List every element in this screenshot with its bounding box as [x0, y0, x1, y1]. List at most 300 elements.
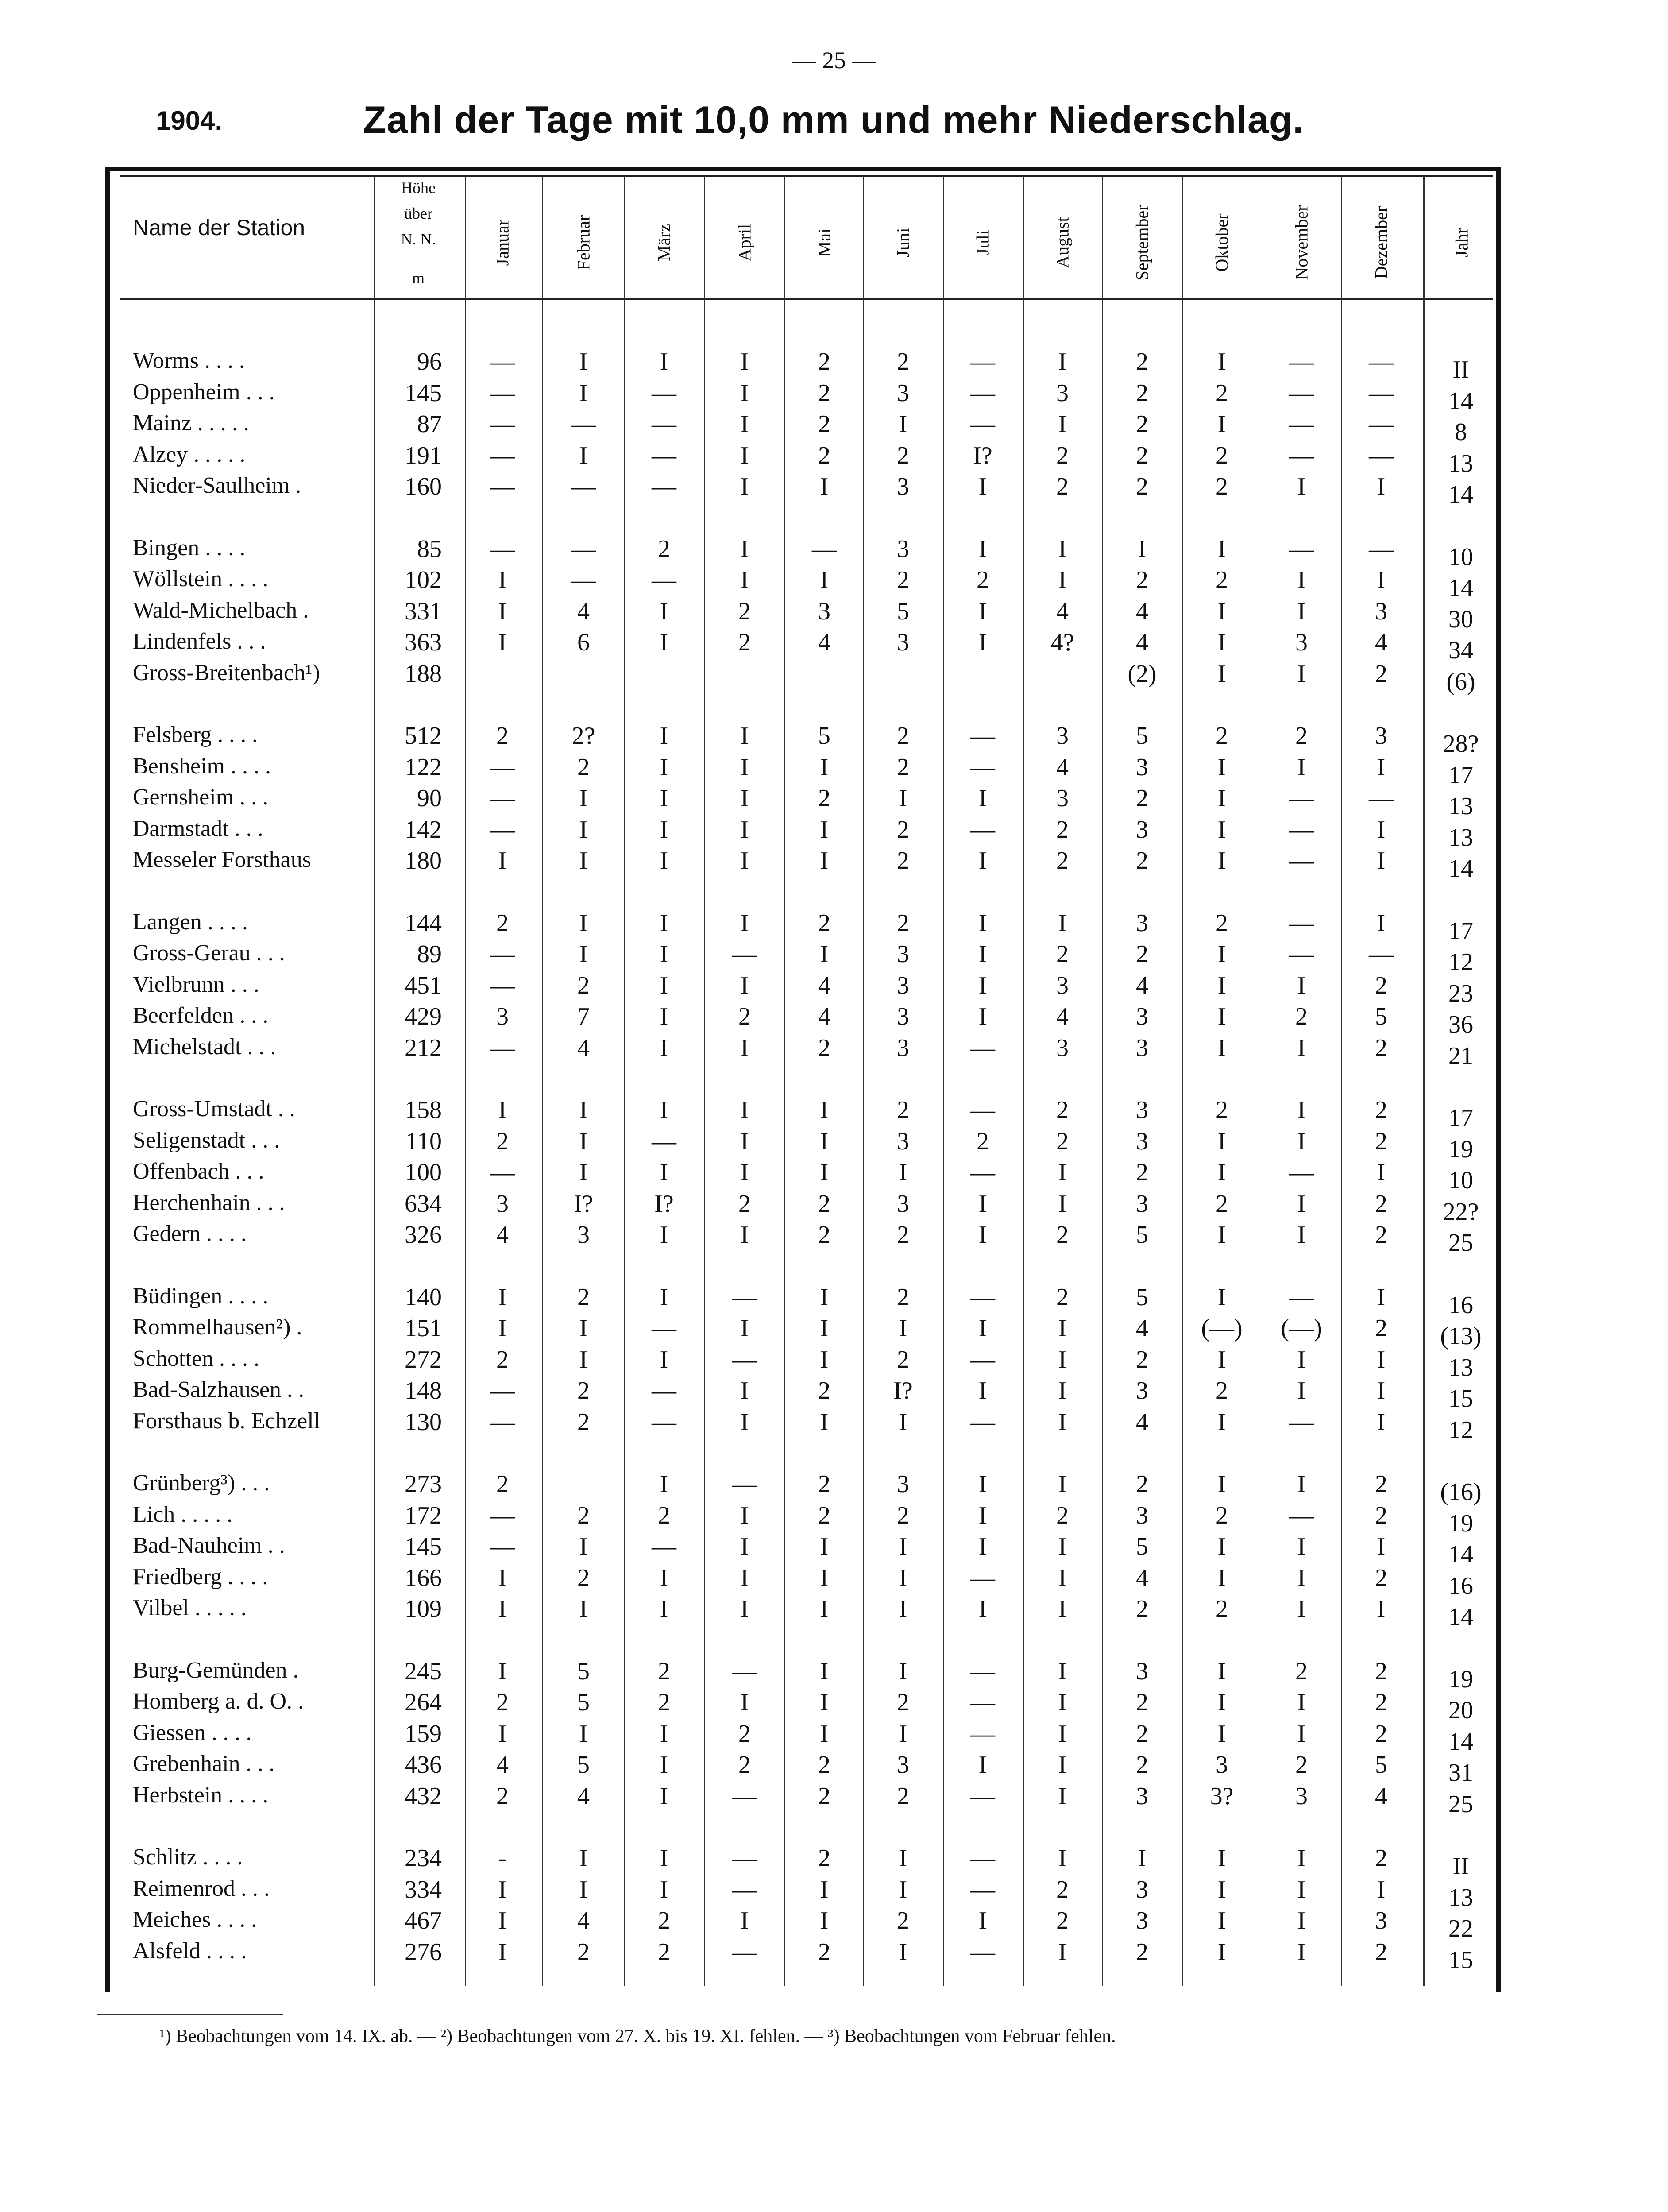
month-value: I [1297, 1595, 1306, 1623]
month-value: I [740, 753, 749, 781]
month-value: 3 [1136, 1096, 1148, 1124]
month-value: I [740, 1501, 749, 1529]
month-value: I [740, 1315, 749, 1342]
month-value: I [579, 1315, 588, 1342]
month-value: I [899, 1564, 907, 1592]
month-value: 3 [496, 1003, 509, 1030]
month-value: I [820, 1408, 829, 1436]
station-height: 363 [405, 629, 442, 656]
month-value: 2 [818, 1221, 830, 1249]
month-value: 3 [897, 971, 909, 999]
month-value: 3 [897, 379, 909, 407]
station-height: 429 [405, 1003, 442, 1030]
year-total: 25 [1448, 1229, 1473, 1257]
month-value: I [498, 1938, 507, 1966]
header-height-line: N. N. [401, 230, 436, 248]
month-value: — [1369, 348, 1394, 375]
month-value: I [1217, 1845, 1226, 1872]
month-value: — [970, 1346, 995, 1373]
month-value: 3 [818, 597, 830, 625]
month-value: 2 [1216, 1377, 1228, 1404]
year-total: 19 [1448, 1509, 1473, 1537]
month-value: I [498, 1720, 507, 1748]
station-name: Forsthaus b. Echzell [133, 1408, 320, 1434]
month-value: 3 [577, 1221, 590, 1249]
month-value: 2 [496, 1346, 509, 1373]
month-value: I [740, 1221, 749, 1249]
station-height: 166 [405, 1564, 442, 1592]
column-rule [542, 175, 543, 1986]
month-value: I [1217, 1938, 1226, 1966]
station-name: Homberg a. d. O. . [133, 1689, 304, 1714]
month-value: I [1058, 1533, 1067, 1560]
month-value: — [1369, 441, 1394, 469]
month-value: — [732, 1283, 757, 1311]
header-month: Oktober [1212, 213, 1232, 272]
month-value: 2 [658, 1501, 670, 1529]
year-total: 21 [1448, 1042, 1473, 1070]
month-value: — [1289, 348, 1314, 375]
month-value: I [1297, 971, 1306, 999]
month-value: — [812, 535, 837, 563]
month-value: — [970, 1159, 995, 1186]
station-height: 142 [405, 816, 442, 843]
month-value: — [652, 410, 676, 438]
month-value: — [1289, 379, 1314, 407]
month-value: I [1217, 1127, 1226, 1155]
month-value: I [1058, 1782, 1067, 1810]
month-value: I [978, 1501, 987, 1529]
month-value: I [1297, 1096, 1306, 1124]
month-value: I [740, 410, 749, 438]
station-name: Gross-Umstadt . . [133, 1096, 295, 1121]
month-value: 2 [1216, 566, 1228, 594]
year-total: 14 [1448, 387, 1473, 415]
month-value: - [498, 1845, 507, 1872]
month-value: — [732, 940, 757, 968]
year-total: 28? [1443, 730, 1479, 758]
month-value: 5 [1136, 1283, 1148, 1311]
month-value: 3 [897, 1034, 909, 1062]
month-value: 4 [577, 1782, 590, 1810]
month-value: — [652, 1377, 676, 1404]
month-value: I [1297, 660, 1306, 688]
month-value: 3 [1136, 1657, 1148, 1685]
month-value: I [740, 1127, 749, 1155]
month-value: I [1297, 1221, 1306, 1249]
year-total: (16) [1440, 1478, 1482, 1506]
month-value: I [660, 1221, 668, 1249]
month-value: I [1217, 1283, 1226, 1311]
month-value: I [1058, 535, 1067, 563]
month-value: 2 [658, 1907, 670, 1934]
station-height: 512 [405, 722, 442, 750]
month-value: 2 [577, 753, 590, 781]
month-value: I [1217, 1657, 1226, 1685]
year-total: 10 [1448, 543, 1473, 571]
month-value: 2 [1375, 971, 1387, 999]
station-height: 109 [405, 1595, 442, 1623]
month-value: I [660, 629, 668, 656]
header-month: April [734, 224, 755, 262]
month-value: 2 [1056, 1907, 1069, 1934]
month-value: — [490, 940, 515, 968]
month-value: I [1297, 1190, 1306, 1218]
month-value: 2 [818, 1501, 830, 1529]
station-height: 140 [405, 1283, 442, 1311]
month-value: I [978, 1470, 987, 1498]
station-height: 451 [405, 971, 442, 999]
month-value: 3 [897, 629, 909, 656]
station-name: Rommelhausen²) . [133, 1315, 302, 1340]
month-value: — [970, 1034, 995, 1062]
month-value: I [978, 1533, 987, 1560]
column-rule [784, 175, 785, 1986]
month-value: 3 [1056, 379, 1069, 407]
month-value: I [978, 597, 987, 625]
month-value: — [490, 1501, 515, 1529]
station-height: 96 [417, 348, 442, 375]
year-total: 20 [1448, 1697, 1473, 1724]
month-value: 2 [496, 1782, 509, 1810]
month-value: 2 [738, 629, 751, 656]
month-value: — [652, 1533, 676, 1560]
station-height: 100 [405, 1159, 442, 1186]
month-value: — [490, 816, 515, 843]
month-value: — [732, 1876, 757, 1903]
year-total: 19 [1448, 1665, 1473, 1693]
month-value: — [970, 1782, 995, 1810]
month-value: 3 [1136, 1377, 1148, 1404]
month-value: 3 [1136, 1876, 1148, 1903]
month-value: 2 [577, 1283, 590, 1311]
month-value: I [1217, 597, 1226, 625]
station-name: Felsberg . . . . [133, 722, 258, 747]
month-value: I [1377, 1377, 1386, 1404]
month-value: 2 [1216, 1096, 1228, 1124]
station-height: 334 [405, 1876, 442, 1903]
month-value: 2 [496, 909, 509, 937]
month-value: — [490, 1533, 515, 1560]
month-value: 2 [1375, 1501, 1387, 1529]
month-value: (2) [1127, 660, 1157, 688]
month-value: I [1377, 566, 1386, 594]
month-value: I [740, 1159, 749, 1186]
month-value: 2 [818, 1034, 830, 1062]
month-value: I [498, 847, 507, 874]
column-rule [1102, 175, 1103, 1986]
month-value: I [1058, 566, 1067, 594]
month-value: — [732, 1346, 757, 1373]
month-value: I [1217, 847, 1226, 874]
month-value: I [660, 1595, 668, 1623]
month-value: 5 [1136, 722, 1148, 750]
station-height: 276 [405, 1938, 442, 1966]
month-value: I [1297, 1346, 1306, 1373]
station-name: Alzey . . . . . [133, 441, 246, 467]
station-height: 87 [417, 410, 442, 438]
month-value: 2 [577, 1564, 590, 1592]
month-value: — [1289, 1408, 1314, 1436]
year-total: 34 [1448, 637, 1473, 664]
month-value: 3 [897, 1127, 909, 1155]
month-value: 3 [897, 1751, 909, 1779]
month-value: I [820, 1720, 829, 1748]
station-name: Alsfeld . . . . [133, 1938, 247, 1964]
year-total: 13 [1448, 793, 1473, 820]
station-height: 188 [405, 660, 442, 688]
footnotes: ¹) Beobachtungen vom 14. IX. ab. — ²) Beobachtungen vom 27. X. bis 19. XI. fehlen. — ³) Beobachtungen vom Februar fehlen. [159, 2026, 1116, 2046]
column-rule [1341, 175, 1342, 1986]
month-value: I [1217, 1720, 1226, 1748]
month-value: 3 [1056, 785, 1069, 812]
month-value: I [1377, 1595, 1386, 1623]
station-height: 102 [405, 566, 442, 594]
month-value: I [820, 940, 829, 968]
month-value: I [1058, 1845, 1067, 1872]
month-value: I [1217, 1221, 1226, 1249]
month-value: — [970, 722, 995, 750]
month-value: I [740, 1564, 749, 1592]
month-value: 4 [1375, 1782, 1387, 1810]
year-total: 14 [1448, 1603, 1473, 1631]
month-value: 3 [1216, 1751, 1228, 1779]
header-height [374, 175, 463, 291]
month-value: I [740, 379, 749, 407]
month-value: 3 [1136, 1003, 1148, 1030]
month-value: 2 [1216, 1595, 1228, 1623]
station-name: Offenbach . . . [133, 1159, 264, 1184]
month-value: 3 [1136, 1501, 1148, 1529]
month-value: — [970, 1283, 995, 1311]
year-total: II [1452, 1852, 1469, 1880]
month-value: I [579, 909, 588, 937]
month-value: I [740, 473, 749, 500]
month-value: I [978, 847, 987, 874]
month-value: — [571, 473, 596, 500]
month-value: 2 [1136, 940, 1148, 968]
month-value: I [740, 1408, 749, 1436]
month-value: — [652, 379, 676, 407]
month-value: 2 [1136, 473, 1148, 500]
month-value: 2 [577, 971, 590, 999]
year-total: 16 [1448, 1291, 1473, 1319]
station-height: 467 [405, 1907, 442, 1934]
month-value: I [1297, 1907, 1306, 1934]
month-value: I [660, 753, 668, 781]
year-total: 17 [1448, 1104, 1473, 1132]
month-value: I [1217, 753, 1226, 781]
station-height: 331 [405, 597, 442, 625]
month-value: I [1217, 1003, 1226, 1030]
month-value: — [732, 1782, 757, 1810]
station-name: Giessen . . . . [133, 1720, 252, 1745]
month-value: 2 [818, 1190, 830, 1218]
station-name: Gross-Breitenbach¹) [133, 660, 320, 685]
month-value: I [978, 535, 987, 563]
month-value: — [1369, 379, 1394, 407]
month-value: 3 [897, 1003, 909, 1030]
month-value: 2 [1136, 1595, 1148, 1623]
month-value: 2 [897, 753, 909, 781]
year-total: 10 [1448, 1167, 1473, 1194]
month-value: 2 [897, 1689, 909, 1716]
month-value: I [820, 1283, 829, 1311]
month-value: — [970, 379, 995, 407]
month-value: — [571, 410, 596, 438]
page-number: — 25 — [792, 47, 876, 73]
month-value: 2 [897, 1907, 909, 1934]
month-value: 2 [1056, 1127, 1069, 1155]
month-value: — [970, 410, 995, 438]
month-value: I [1138, 535, 1147, 563]
month-value: I [579, 1595, 588, 1623]
month-value: 2 [818, 909, 830, 937]
year-total: 13 [1448, 1883, 1473, 1911]
month-value: 2 [1375, 1689, 1387, 1716]
month-value: I [1217, 410, 1226, 438]
station-height: 89 [417, 940, 442, 968]
month-value: (—) [1281, 1315, 1322, 1342]
month-value: — [970, 1845, 995, 1872]
month-value: I [978, 785, 987, 812]
station-name: Bad-Nauheim . . [133, 1533, 285, 1558]
station-height: 264 [405, 1689, 442, 1716]
month-value: I [579, 1533, 588, 1560]
month-value: I [978, 1190, 987, 1218]
station-height: 122 [405, 753, 442, 781]
station-name: Grebenhain . . . [133, 1751, 275, 1776]
month-value: 2 [977, 566, 989, 594]
month-value: — [490, 410, 515, 438]
month-value: 4 [1375, 629, 1387, 656]
header-month: Februar [573, 215, 594, 271]
month-value: — [1289, 535, 1314, 563]
year-total: 19 [1448, 1135, 1473, 1163]
month-value: — [490, 785, 515, 812]
month-value: — [652, 566, 676, 594]
header-month: Januar [492, 219, 513, 266]
station-height: 145 [405, 1533, 442, 1560]
month-value: I [660, 1564, 668, 1592]
station-name: Büdingen . . . . [133, 1283, 269, 1309]
month-value: I [820, 1657, 829, 1685]
year-total: 8 [1455, 418, 1467, 446]
station-name: Friedberg . . . . [133, 1564, 268, 1589]
month-value: I [899, 1159, 907, 1186]
header-month: Mai [814, 228, 834, 257]
station-height: 110 [405, 1127, 442, 1155]
month-value: I [579, 1720, 588, 1748]
month-value: 2 [738, 1751, 751, 1779]
month-value: I [978, 1907, 987, 1934]
month-value: 2 [1295, 1657, 1308, 1685]
header-month: September [1132, 205, 1152, 281]
month-value: I [899, 1533, 907, 1560]
month-value: — [1369, 785, 1394, 812]
month-value: I [820, 473, 829, 500]
month-value: I [1058, 1377, 1067, 1404]
month-value: I [1217, 1564, 1226, 1592]
month-value: I [1217, 1470, 1226, 1498]
header-station: Name der Station [133, 215, 305, 240]
column-rule [465, 175, 466, 1986]
month-value: 2 [1216, 379, 1228, 407]
year-total: 15 [1448, 1385, 1473, 1412]
header-height-line: über [404, 205, 432, 222]
month-value: 3 [1136, 909, 1148, 937]
month-value: 2 [1375, 1221, 1387, 1249]
month-value: 3 [1136, 1034, 1148, 1062]
month-value: I [660, 1751, 668, 1779]
month-value: — [732, 1938, 757, 1966]
month-value: I [978, 909, 987, 937]
station-name: Michelstadt . . . [133, 1034, 276, 1060]
month-value: 3 [1056, 722, 1069, 750]
station-name: Grünberg³) . . . [133, 1470, 270, 1496]
month-value: I [820, 1127, 829, 1155]
month-value: I [660, 1034, 668, 1062]
month-value: — [490, 379, 515, 407]
month-value: 2 [1375, 1845, 1387, 1872]
month-value: I [1297, 1938, 1306, 1966]
month-value: I [1058, 348, 1067, 375]
station-name: Herbstein . . . . [133, 1782, 269, 1808]
header-height-unit: m [412, 269, 425, 287]
month-value: I [579, 847, 588, 874]
header-height-line: Höhe [401, 179, 436, 197]
station-name: Darmstadt . . . [133, 816, 263, 841]
month-value: 2 [577, 1377, 590, 1404]
month-value: 2 [577, 1408, 590, 1436]
month-value: — [652, 1127, 676, 1155]
month-value: I [1297, 1876, 1306, 1903]
month-value: I [1217, 1346, 1226, 1373]
month-value: I [660, 1159, 668, 1186]
month-value: — [732, 1845, 757, 1872]
month-value: I [820, 1533, 829, 1560]
month-value: 2 [1375, 1096, 1387, 1124]
month-value: 3 [1375, 1907, 1387, 1934]
month-value: I [740, 535, 749, 563]
station-name: Lindenfels . . . [133, 629, 266, 654]
station-name: Reimenrod . . . [133, 1876, 270, 1901]
year-total: 12 [1448, 1416, 1473, 1444]
month-value: 2 [1375, 1190, 1387, 1218]
month-value: 2 [1136, 1470, 1148, 1498]
month-value: 2 [496, 1127, 509, 1155]
month-value: 4 [818, 629, 830, 656]
month-value: I [740, 1377, 749, 1404]
month-value: I [1377, 847, 1386, 874]
month-value: I [498, 566, 507, 594]
month-value: I [498, 1315, 507, 1342]
month-value: 2 [818, 379, 830, 407]
month-value: I [1377, 753, 1386, 781]
month-value: 2 [818, 1845, 830, 1872]
station-name: Vilbel . . . . . [133, 1595, 247, 1620]
month-value: 3 [1295, 1782, 1308, 1810]
month-value: 2 [1375, 1127, 1387, 1155]
month-value: I [1297, 1034, 1306, 1062]
month-value: I [660, 1782, 668, 1810]
month-value: 3 [1056, 1034, 1069, 1062]
month-value: — [1289, 1159, 1314, 1186]
month-value: I [579, 379, 588, 407]
month-value: I [1377, 1533, 1386, 1560]
month-value: — [970, 1876, 995, 1903]
month-value: I [1058, 1938, 1067, 1966]
